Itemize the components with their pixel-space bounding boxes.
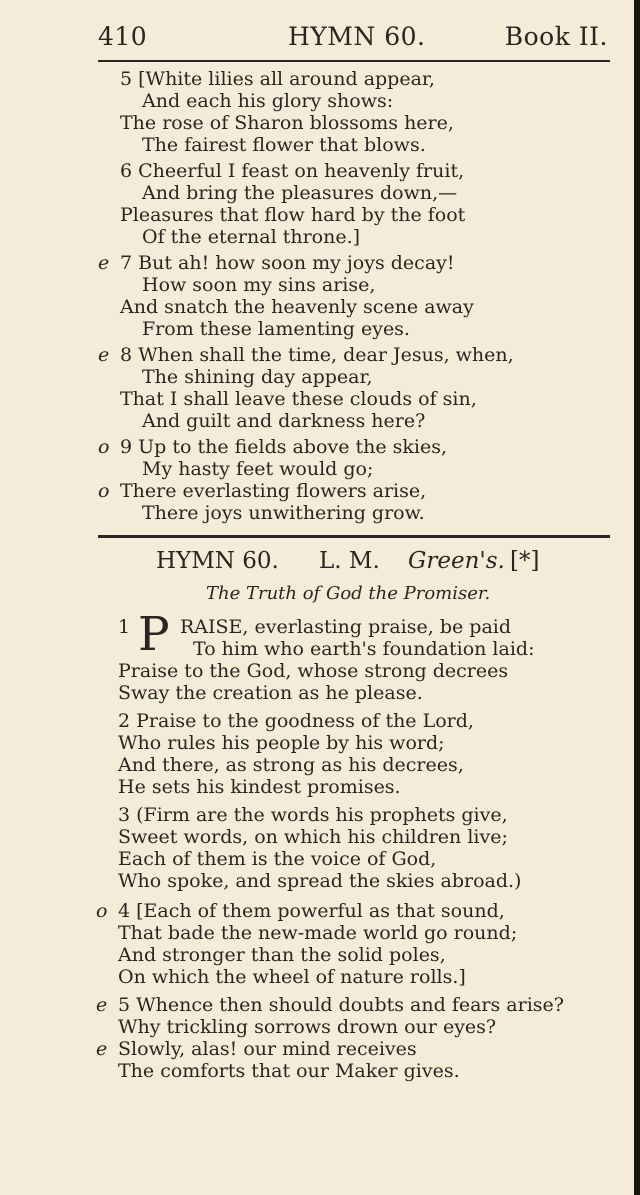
verse-line: Why trickling sorrows drown our eyes? [118, 1016, 497, 1038]
hymn-heading [156, 548, 556, 580]
verse-line: That I shall leave these clouds of sin, [120, 388, 477, 410]
running-header [98, 22, 608, 56]
verse-line: That bade the new-made world go round; [118, 922, 518, 944]
header-title: HYMN 60. [288, 22, 426, 51]
verse-line: And stronger than the solid poles, [118, 944, 446, 966]
verse-line: On which the wheel of nature rolls.] [118, 966, 466, 988]
verse-line: How soon my sins arise, [142, 274, 376, 296]
verse-line: Of the eternal throne.] [142, 226, 361, 248]
verse-line: 6 Cheerful I feast on heavenly fruit, [120, 160, 465, 182]
header-rule [98, 60, 610, 62]
verse-line: And bring the pleasures down,— [142, 182, 458, 204]
verse-line: The shining day appear, [142, 366, 373, 388]
verse-line: The fairest flower that blows. [142, 134, 426, 156]
verse-line: 8 When shall the time, dear Jesus, when, [120, 344, 514, 366]
verse-line: 5 Whence then should doubts and fears arise? [118, 994, 564, 1016]
expression-mark: e [96, 994, 108, 1016]
verse-line: From these lamenting eyes. [142, 318, 410, 340]
verse-line: My hasty feet would go; [142, 458, 374, 480]
verse-line: The comforts that our Maker gives. [118, 1060, 460, 1082]
verse-line: There joys unwithering grow. [142, 502, 425, 524]
expression-mark: o [98, 436, 110, 458]
verse-line: Slowly, alas! our mind receives [118, 1038, 417, 1060]
expression-mark: e [96, 1038, 108, 1060]
page-number: 410 [98, 22, 148, 51]
verse-line: 9 Up to the fields above the skies, [120, 436, 448, 458]
hymn-meter: L. M. [319, 548, 380, 574]
verse-line: RAISE, everlasting praise, be paid [180, 616, 512, 638]
expression-mark: o [96, 900, 108, 922]
verse-line: To him who earth's foundation laid: [193, 638, 535, 660]
hymn-tune: Green's. [408, 548, 505, 574]
hymn-number: HYMN 60. [156, 548, 279, 574]
expression-mark: o [98, 480, 110, 502]
verse-line: Who rules his people by his word; [118, 732, 445, 754]
hymn-subtitle: The Truth of God the Promiser. [206, 583, 491, 604]
verse-line: Sway the creation as he please. [118, 682, 423, 704]
verse-line: And guilt and darkness here? [142, 410, 426, 432]
verse-line: Sweet words, on which his children live; [118, 826, 508, 848]
verse-line: He sets his kindest promises. [118, 776, 401, 798]
verse-line: Each of them is the voice of God, [118, 848, 437, 870]
section-divider [98, 535, 610, 538]
verse-number: 1 [118, 616, 131, 638]
verse-line: 2 Praise to the goodness of the Lord, [118, 710, 474, 732]
verse-line: 4 [Each of them powerful as that sound, [118, 900, 505, 922]
verse-line: And snatch the heavenly scene away [120, 296, 474, 318]
verse-line: 7 But ah! how soon my joys decay! [120, 252, 455, 274]
verse-line: 5 [White lilies all around appear, [120, 68, 435, 90]
verse-line: And there, as strong as his decrees, [118, 754, 464, 776]
verse-line: The rose of Sharon blossoms here, [120, 112, 454, 134]
verse-line: Praise to the God, whose strong decrees [118, 660, 509, 682]
verse-line: Pleasures that flow hard by the foot [120, 204, 466, 226]
hymn-note: [*] [510, 548, 540, 574]
expression-mark: e [98, 252, 110, 274]
drop-cap: P [138, 607, 170, 662]
page-edge [634, 0, 640, 1195]
verse-line: 3 (Firm are the words his prophets give, [118, 804, 508, 826]
verse-line: Who spoke, and spread the skies abroad.) [118, 870, 522, 892]
book-reference: Book II. [504, 22, 608, 51]
expression-mark: e [98, 344, 110, 366]
verse-line: There everlasting flowers arise, [120, 480, 427, 502]
verse-line: And each his glory shows: [142, 90, 394, 112]
